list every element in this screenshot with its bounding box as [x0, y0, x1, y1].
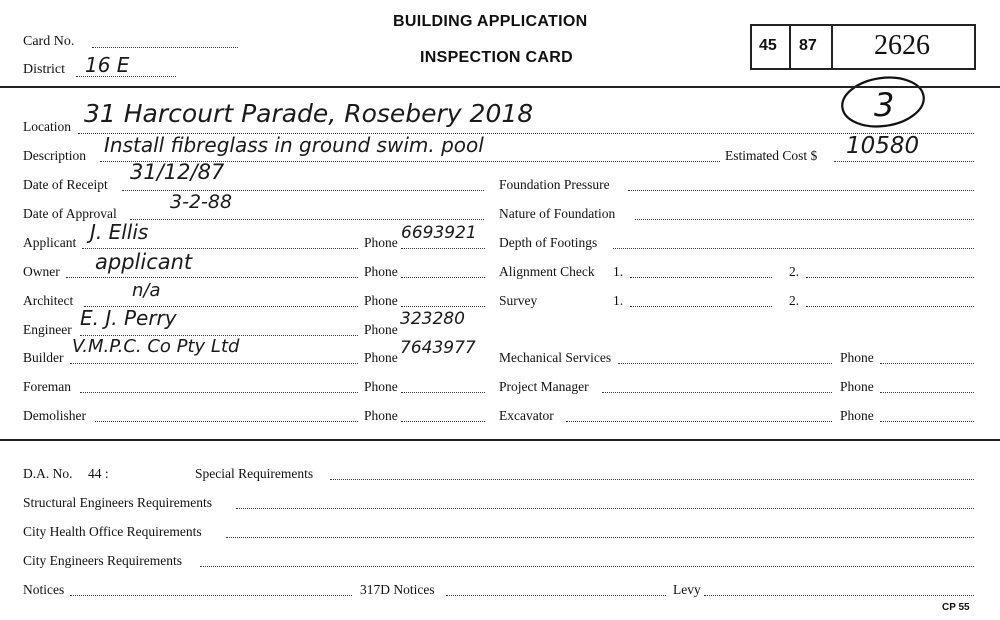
builder-field [70, 363, 358, 364]
applicant-phone-label: Phone [364, 235, 398, 250]
city-engineers-label: City Engineers Requirements [23, 553, 182, 568]
excavator-phone-label: Phone [840, 408, 874, 423]
stamp-digit: 3 [874, 86, 895, 124]
da-no-value: 44 : [88, 466, 109, 481]
foreman-phone-label: Phone [364, 379, 398, 394]
applicant-phone-field [401, 248, 485, 249]
engineer-label: Engineer [23, 322, 72, 337]
card-number-box [750, 24, 976, 70]
date-of-receipt-label: Date of Receipt [23, 177, 108, 192]
architect-label: Architect [23, 293, 74, 308]
engineer-value: E. J. Perry [80, 306, 177, 330]
estimated-cost-field [834, 161, 974, 162]
mechanical-services-field [618, 363, 832, 364]
engineer-phone-value: 323280 [400, 309, 465, 329]
special-requirements-field [330, 479, 974, 480]
owner-value: applicant [95, 250, 193, 274]
card-no-field [92, 47, 238, 48]
builder-label: Builder [23, 350, 64, 365]
survey-num1: 1. [613, 293, 624, 308]
applicant-field [82, 248, 358, 249]
excavator-phone-field [880, 421, 974, 422]
box-cell-1: 45 [759, 37, 777, 54]
special-requirements-label: Special Requirements [195, 466, 314, 481]
district-label: District [23, 62, 65, 77]
excavator-label: Excavator [499, 408, 554, 423]
card-title-line2: INSPECTION CARD [420, 49, 573, 66]
survey-num2: 2. [789, 293, 800, 308]
card-number: 2626 [874, 30, 930, 61]
demolisher-phone-field [401, 421, 485, 422]
notices-label: Notices [23, 582, 65, 597]
circled-number-stamp [838, 74, 928, 132]
estimated-cost-label: Estimated Cost $ [725, 148, 818, 163]
foundation-pressure-label: Foundation Pressure [499, 177, 610, 192]
alignment-check-num2: 2. [789, 264, 800, 279]
alignment-check-field-1 [630, 277, 772, 278]
card-title-line1: BUILDING APPLICATION [393, 13, 588, 30]
alignment-check-field-2 [806, 277, 974, 278]
date-of-approval-label: Date of Approval [23, 206, 117, 221]
project-manager-label: Project Manager [499, 379, 589, 394]
description-label: Description [23, 148, 86, 163]
owner-phone-field [401, 277, 485, 278]
structural-engineers-field [236, 508, 974, 509]
architect-value: n/a [132, 280, 161, 301]
card-no-label: Card No. [23, 34, 75, 49]
alignment-check-label: Alignment Check [499, 264, 595, 279]
depth-of-footings-label: Depth of Footings [499, 235, 598, 250]
architect-phone-field [401, 306, 485, 307]
nature-of-foundation-label: Nature of Foundation [499, 206, 616, 221]
district-value: 16 E [85, 53, 130, 77]
city-engineers-field [200, 566, 974, 567]
demolisher-phone-label: Phone [364, 408, 398, 423]
notices-field [70, 595, 352, 596]
city-health-field [226, 537, 974, 538]
survey-field-1 [630, 306, 772, 307]
estimated-cost-value: 10580 [846, 133, 920, 159]
foreman-phone-field [401, 392, 485, 393]
applicant-phone-value: 6693921 [401, 223, 477, 243]
demolisher-label: Demolisher [23, 408, 86, 423]
city-health-label: City Health Office Requirements [23, 524, 202, 539]
date-of-approval-value: 3-2-88 [170, 191, 233, 213]
builder-phone-label: Phone [364, 350, 398, 365]
demolisher-field [95, 421, 358, 422]
mechanical-services-phone-field [880, 363, 974, 364]
location-label: Location [23, 119, 71, 134]
applicant-label: Applicant [23, 235, 77, 250]
foreman-field [80, 392, 358, 393]
alignment-check-num1: 1. [613, 264, 624, 279]
project-manager-phone-label: Phone [840, 379, 874, 394]
mechanical-services-phone-label: Phone [840, 350, 874, 365]
notices-317d-label: 317D Notices [360, 582, 435, 597]
mechanical-services-label: Mechanical Services [499, 350, 612, 365]
project-manager-phone-field [880, 392, 974, 393]
da-no-label: D.A. No. [23, 466, 73, 481]
notices-317d-field [446, 595, 666, 596]
levy-field [704, 595, 974, 596]
location-value: 31 Harcourt Parade, Rosebery 2018 [84, 99, 534, 128]
applicant-value: J. Ellis [90, 220, 149, 244]
description-value: Install fibreglass in ground swim. pool [104, 133, 484, 157]
structural-engineers-label: Structural Engineers Requirements [23, 495, 212, 510]
box-divider-1 [789, 24, 791, 70]
engineer-phone-label: Phone [364, 322, 398, 337]
box-divider-2 [831, 24, 833, 70]
owner-label: Owner [23, 264, 60, 279]
owner-phone-label: Phone [364, 264, 398, 279]
date-of-receipt-value: 31/12/87 [130, 160, 225, 184]
depth-of-footings-field [613, 248, 974, 249]
survey-label: Survey [499, 293, 538, 308]
section-divider [0, 439, 1000, 441]
levy-label: Levy [673, 582, 701, 597]
nature-of-foundation-field [635, 219, 974, 220]
date-of-approval-field [130, 219, 484, 220]
header-divider [0, 86, 1000, 88]
survey-field-2 [806, 306, 974, 307]
foundation-pressure-field [628, 190, 974, 191]
architect-phone-label: Phone [364, 293, 398, 308]
project-manager-field [602, 392, 832, 393]
box-cell-2: 87 [799, 37, 817, 54]
owner-field [66, 277, 358, 278]
excavator-field [566, 421, 832, 422]
foreman-label: Foreman [23, 379, 71, 394]
builder-phone-value: 7643977 [400, 338, 476, 358]
builder-value: V.M.P.C. Co Pty Ltd [72, 336, 240, 357]
form-code: CP 55 [942, 602, 970, 613]
